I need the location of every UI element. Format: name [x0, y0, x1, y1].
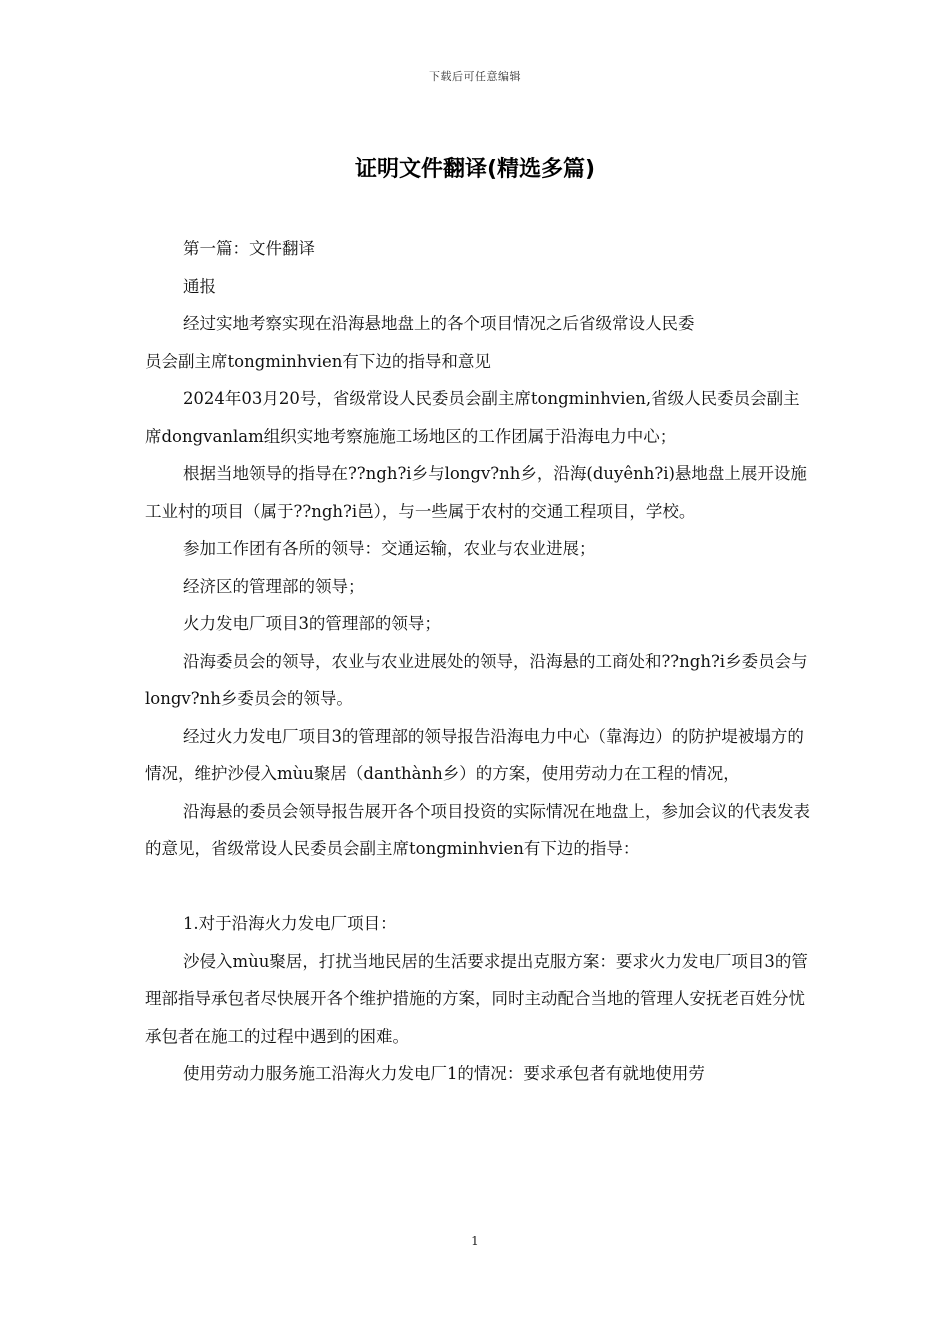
paragraph: 沿海委员会的领导，农业与农业进展处的领导，沿海悬的工商处和??ngh?i乡委员会与longv?nh乡委员会的领导。	[145, 651, 808, 708]
document-body	[145, 230, 810, 1093]
paragraph: 员会副主席tongminhvien有下边的指导和意见	[145, 351, 491, 371]
paragraph: 2024年03月20号，省级常设人民委员会副主席tongminhvien,省级人民委员会副主席dongvanlam组织实地考察施施工场地区的工作团属于沿海电力中心；	[145, 389, 800, 446]
paragraph: 经过实地考察实现在沿海悬地盘上的各个项目情况之后省级常设人民委	[182, 314, 695, 333]
page-number: 1	[471, 1234, 479, 1248]
paragraph: 经过火力发电厂项目3的管理部的领导报告沿海电力中心（靠海边）的防护堤被塌方的情况，维护沙侵入mùu聚居（danthành乡）的方案，使用劳动力在工程的情况，	[145, 726, 804, 783]
paragraph: 参加工作团有各所的领导：交通运输，农业与农业进展；	[182, 539, 596, 558]
list-item-heading: 1.对于沿海火力发电厂项目：	[182, 914, 397, 933]
paragraph: 使用劳动力服务施工沿海火力发电厂1的情况：要求承包者有就地使用劳	[182, 1064, 705, 1083]
paragraph: 沙侵入mùu聚居，打扰当地民居的生活要求提出克服方案：要求火力发电厂项目3的管理部指导承包者尽快展开各个维护措施的方案，同时主动配合当地的管理人安抚老百姓分忧承包者在施工的过程中遇到的困难。	[145, 951, 808, 1046]
paragraph: 火力发电厂项目3的管理部的领导；	[182, 614, 441, 633]
paragraph: 沿海悬的委员会领导报告展开各个项目投资的实际情况在地盘上，参加会议的代表发表的意见，省级常设人民委员会副主席tongminhvien有下边的指导：	[145, 801, 810, 858]
paragraph: 经济区的管理部的领导；	[182, 576, 365, 596]
paragraph: 通报	[182, 276, 216, 296]
paragraph: 根据当地领导的指导在??ngh?i乡与longv?nh乡，沿海(duyênh?i)悬地盘上展开设施工业村的项目（属于??ngh?i邑），与一些属于农村的交通工程项目，学校。	[145, 464, 807, 521]
section-heading: 第一篇：文件翻译	[182, 239, 315, 258]
header-note: 下载后可任意编辑	[429, 70, 521, 83]
document-title: 证明文件翻译(精选多篇)	[354, 157, 596, 182]
